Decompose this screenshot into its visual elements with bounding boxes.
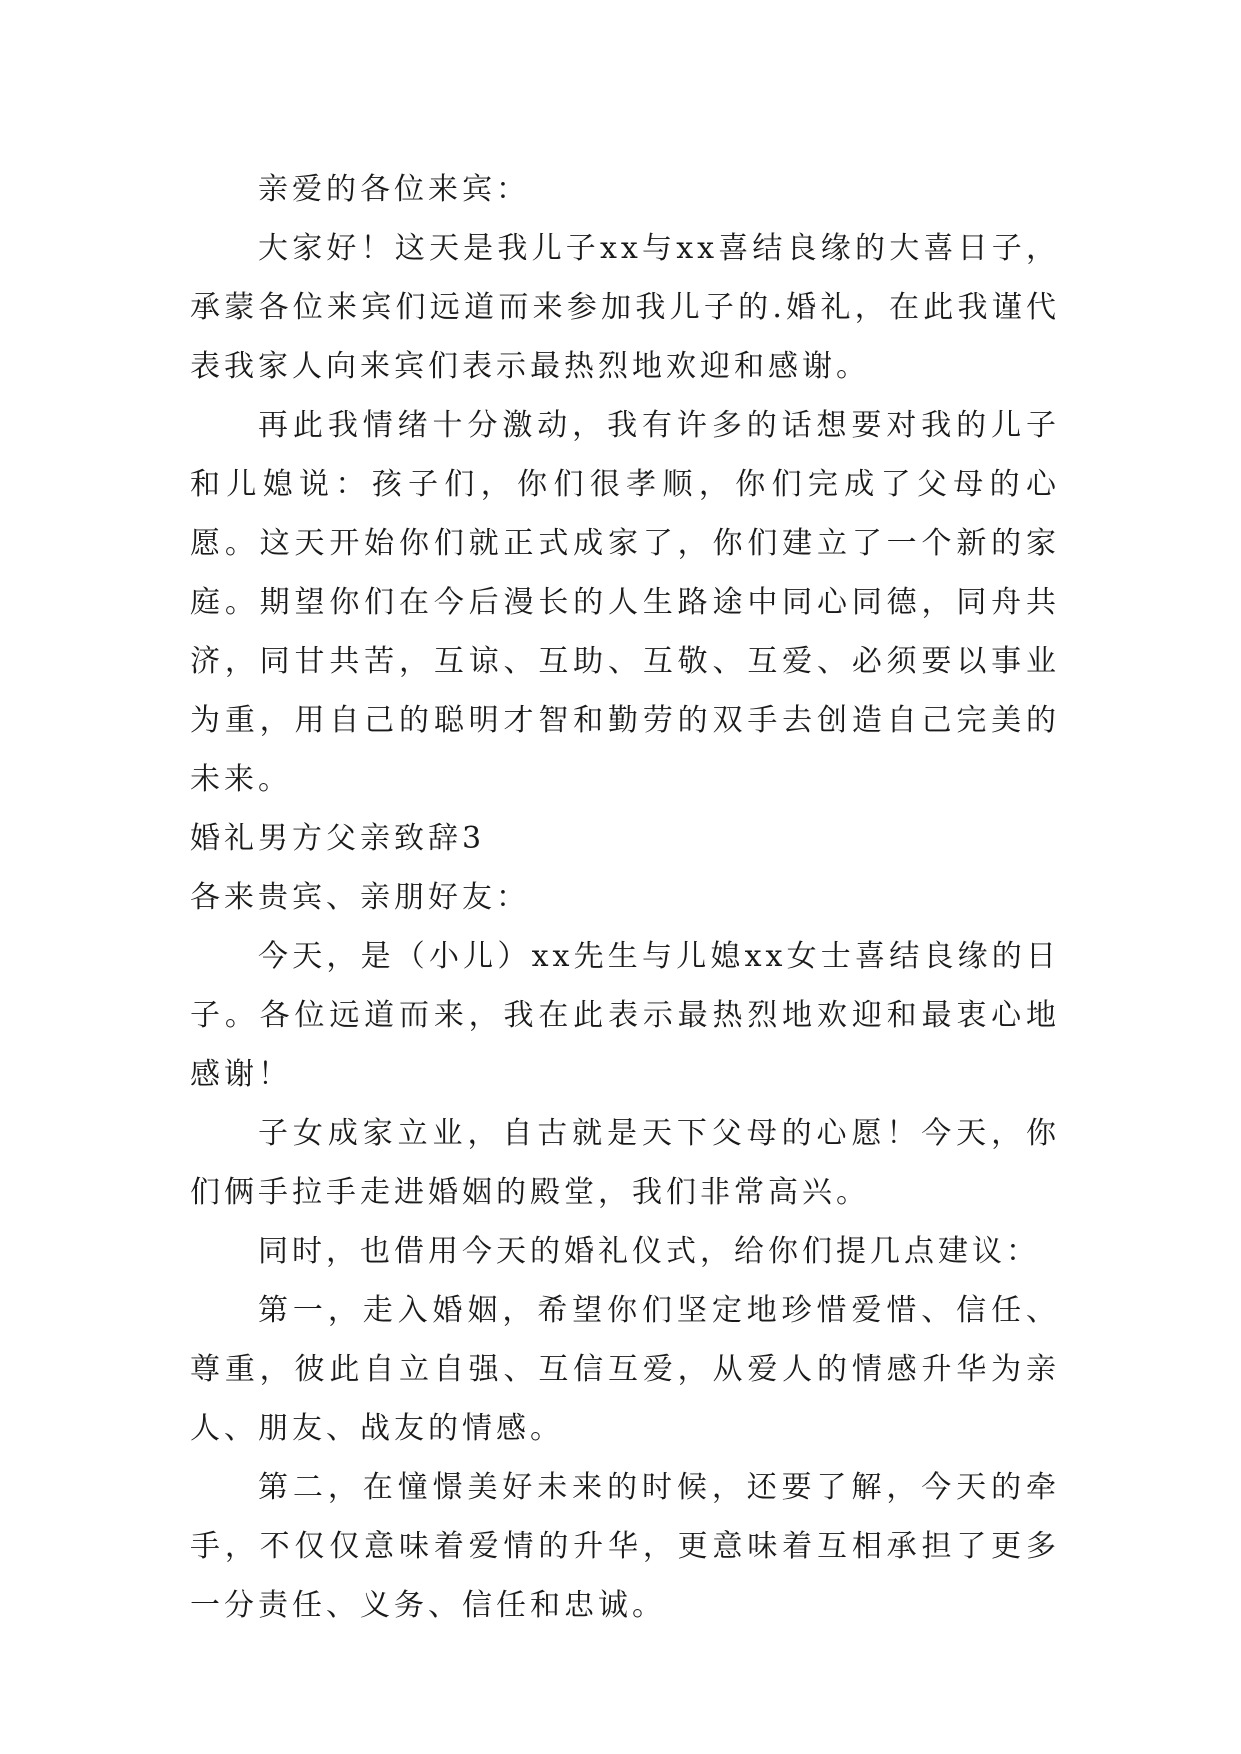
paragraph-suggestions-intro: 同时，也借用今天的婚礼仪式，给你们提几点建议： bbox=[258, 1234, 1040, 1269]
paragraph-today: 今天，是（小儿）xx先生与儿媳xx女士喜结良缘的日子。各位远道而来，我在此表示最热烈地欢迎和最衷心地感谢！ bbox=[190, 939, 1060, 1092]
paragraph-suggestion-second: 第二，在憧憬美好未来的时候，还要了解，今天的牵手，不仅仅意味着爱情的升华，更意味着互相承担了更多一分责任、义务、信任和忠诚。 bbox=[190, 1470, 1060, 1623]
paragraph-parents-wish: 子女成家立业，自古就是天下父母的心愿！今天，你们俩手拉手走进婚姻的殿堂，我们非常高兴。 bbox=[190, 1116, 1060, 1210]
paragraph-message-to-couple: 再此我情绪十分激动，我有许多的话想要对我的儿子和儿媳说：孩子们，你们很孝顺，你们完成了父母的心愿。这天开始你们就正式成家了，你们建立了一个新的家庭。期望你们在今后漫长的人生路途中同心同德，同舟共济，同甘共苦，互谅、互助、互敬、互爱、必须要以事业为重，用自己的聪明才智和勤劳的双手去创造自己完美的未来。 bbox=[190, 408, 1060, 797]
section-heading: 婚礼男方父亲致辞3 bbox=[190, 821, 486, 856]
paragraph-welcome: 大家好！这天是我儿子xx与xx喜结良缘的大喜日子，承蒙各位来宾们远道而来参加我儿子的.婚礼，在此我谨代表我家人向来宾们表示最热烈地欢迎和感谢。 bbox=[190, 231, 1060, 384]
paragraph-salutation: 各来贵宾、亲朋好友： bbox=[190, 880, 530, 915]
paragraph-suggestion-first: 第一，走入婚姻，希望你们坚定地珍惜爱惜、信任、尊重，彼此自立自强、互信互爱，从爱人的情感升华为亲人、朋友、战友的情感。 bbox=[190, 1293, 1060, 1446]
paragraph-greeting: 亲爱的各位来宾： bbox=[258, 172, 530, 207]
document-body bbox=[190, 160, 1060, 1635]
